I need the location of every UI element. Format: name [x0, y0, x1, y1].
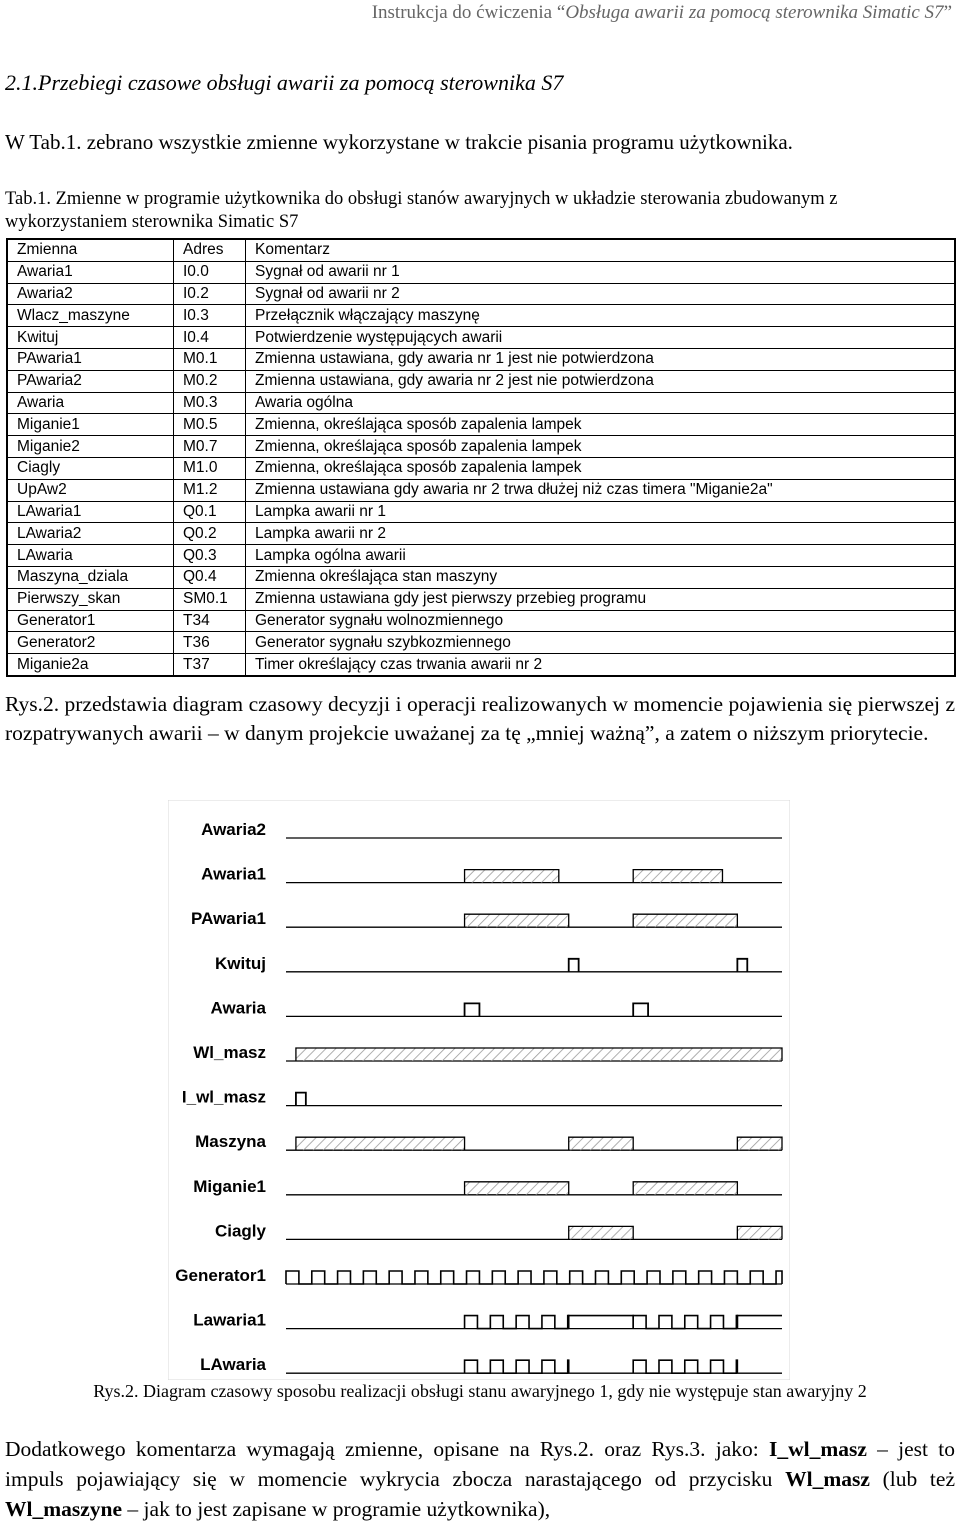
signal-high-segment: [465, 870, 559, 883]
var-wl-maszyne: Wl_maszyne: [5, 1497, 123, 1521]
address-cell: Q0.2: [174, 523, 246, 545]
variable-cell: Miganie1: [7, 414, 174, 436]
variable-cell: LAwaria1: [7, 501, 174, 523]
signal-label: Awaria1: [201, 864, 266, 884]
signal-high-segment: [465, 914, 569, 927]
address-cell: I0.2: [174, 283, 246, 305]
address-cell: I0.0: [174, 261, 246, 283]
header-cell: Komentarz: [246, 239, 956, 261]
var-i-wl-masz: I_wl_masz: [769, 1437, 867, 1461]
variable-cell: Ciagly: [7, 457, 174, 479]
variable-cell: LAwaria2: [7, 523, 174, 545]
address-cell: M0.7: [174, 436, 246, 458]
variable-cell: Wlacz_maszyne: [7, 305, 174, 327]
address-cell: M0.1: [174, 348, 246, 370]
comment-cell: Sygnał od awarii nr 2: [246, 283, 956, 305]
table-row: [7, 566, 955, 588]
comment-cell: Zmienna określająca stan maszyny: [246, 566, 956, 588]
header-suffix: ”: [943, 2, 952, 23]
signal-label: Kwituj: [215, 953, 266, 973]
signal-high-segment: [633, 870, 722, 883]
address-cell: T34: [174, 610, 246, 632]
header-cell: Zmienna: [7, 239, 174, 261]
table-row: [7, 479, 955, 501]
signal-label: Awaria2: [201, 820, 266, 839]
comment-cell: Lampka awarii nr 1: [246, 501, 956, 523]
variable-cell: PAwaria2: [7, 370, 174, 392]
address-cell: M1.2: [174, 479, 246, 501]
table-body: [7, 261, 955, 676]
comment-cell: Zmienna, określająca sposób zapalenia lampek: [246, 414, 956, 436]
variable-cell: UpAw2: [7, 479, 174, 501]
address-cell: SM0.1: [174, 588, 246, 610]
comment-cell: Generator sygnału wolnozmiennego: [246, 610, 956, 632]
page-header: [372, 2, 952, 24]
comment-cell: Generator sygnału szybkozmiennego: [246, 632, 956, 654]
comment-cell: Lampka awarii nr 2: [246, 523, 956, 545]
table-row: [7, 414, 955, 436]
table-row: [7, 501, 955, 523]
table-caption: Tab.1. Zmienne w programie użytkownika do obsługi stanów awaryjnych w układzie sterowania zbudowanym z wykorzystaniem sterownika Simatic S7: [5, 189, 838, 232]
timing-diagram-svg: [168, 800, 790, 1380]
comment-cell: Potwierdzenie występujących awarii: [246, 327, 956, 349]
signal-label: Wl_masz: [193, 1043, 266, 1062]
table-row: [7, 588, 955, 610]
table-row: [7, 523, 955, 545]
signal-high-segment: [465, 1182, 569, 1195]
variable-cell: Generator2: [7, 632, 174, 654]
comment-cell: Zmienna ustawiana gdy awaria nr 2 trwa dłużej niż czas timera "Miganie2a": [246, 479, 956, 501]
table-row: [7, 436, 955, 458]
header-prefix: Instrukcja do ćwiczenia “: [371, 2, 566, 23]
intro-paragraph: W Tab.1. zebrano wszystkie zmienne wykorzystane w trakcie pisania programu użytkownika.: [5, 130, 793, 154]
table-row: [7, 457, 955, 479]
table-header-row: [7, 239, 955, 261]
comment-cell: Timer określający czas trwania awarii nr 2: [246, 654, 956, 676]
table-row: [7, 305, 955, 327]
table-row: [7, 392, 955, 414]
table-row: [7, 545, 955, 567]
signal-label: Miganie1: [193, 1176, 266, 1196]
signal-high-segment: [296, 1137, 465, 1150]
variable-cell: PAwaria1: [7, 348, 174, 370]
address-cell: T37: [174, 654, 246, 676]
address-cell: M0.3: [174, 392, 246, 414]
closing-text-1: Dodatkowego komentarza wymagają zmienne, opisane na Rys.2. oraz Rys.3. jako:: [5, 1437, 769, 1461]
variable-cell: Miganie2a: [7, 654, 174, 676]
comment-cell: Zmienna, określająca sposób zapalenia lampek: [246, 436, 956, 458]
signal-label: LAwaria: [200, 1355, 266, 1375]
figure-caption: Rys.2. Diagram czasowy sposobu realizacji obsługi stanu awaryjnego 1, gdy nie występuje stan awaryjny 2: [93, 1381, 867, 1401]
var-wl-masz: Wl_masz: [785, 1467, 870, 1491]
address-cell: I0.4: [174, 327, 246, 349]
signal-label: Generator1: [175, 1266, 266, 1285]
comment-cell: Zmienna ustawiana, gdy awaria nr 1 jest nie potwierdzona: [246, 348, 956, 370]
variable-cell: Maszyna_dziala: [7, 566, 174, 588]
signal-high-segment: [737, 1137, 782, 1150]
variable-cell: Awaria1: [7, 261, 174, 283]
address-cell: Q0.1: [174, 501, 246, 523]
address-cell: I0.3: [174, 305, 246, 327]
closing-text-2: – jest to impuls pojawiający się w momencie wykrycia zbocza narastającego od przycisku: [5, 1437, 955, 1491]
table-row: [7, 654, 955, 676]
address-cell: M1.0: [174, 457, 246, 479]
signal-label: Maszyna: [195, 1132, 266, 1152]
signal-high-segment: [569, 1137, 633, 1150]
table-row: [7, 283, 955, 305]
paragraph-rys2: Rys.2. przedstawia diagram czasowy decyzji i operacji realizowanych w momencie pojawienia się pierwszej z rozpatrywanych awarii – w danym projekcie uważanej za tę „mniej ważną”, a zatem o niższym priorytecie.: [5, 692, 955, 745]
signal-high-segment: [633, 914, 737, 927]
signal-high-segment: [296, 1048, 782, 1061]
header-title: Obsługa awarii za pomocą sterownika Simatic S7: [565, 2, 944, 23]
variable-cell: Awaria: [7, 392, 174, 414]
signal-label: PAwaria1: [191, 909, 266, 929]
signal-label: Lawaria1: [193, 1310, 266, 1330]
address-cell: T36: [174, 632, 246, 654]
comment-cell: Zmienna ustawiana gdy jest pierwszy przebieg programu: [246, 588, 956, 610]
signal-label: I_wl_masz: [181, 1087, 266, 1107]
table-row: [7, 348, 955, 370]
comment-cell: Przełącznik włączający maszynę: [246, 305, 956, 327]
variable-cell: Awaria2: [7, 283, 174, 305]
variable-cell: Pierwszy_skan: [7, 588, 174, 610]
table-row: [7, 327, 955, 349]
signal-label: Awaria: [210, 998, 266, 1018]
signal-label: Ciagly: [214, 1221, 266, 1241]
address-cell: M0.5: [174, 414, 246, 436]
signal-high-segment: [633, 1182, 737, 1195]
signal-high-segment: [737, 1226, 782, 1239]
timing-diagram: [168, 800, 790, 1385]
comment-cell: Awaria ogólna: [246, 392, 956, 414]
table-row: [7, 610, 955, 632]
variables-table: [6, 238, 956, 677]
closing-text-3: (lub też: [869, 1467, 955, 1491]
variable-cell: Miganie2: [7, 436, 174, 458]
comment-cell: Sygnał od awarii nr 1: [246, 261, 956, 283]
table-row: [7, 261, 955, 283]
comment-cell: Zmienna ustawiana, gdy awaria nr 2 jest nie potwierdzona: [246, 370, 956, 392]
closing-paragraph: [5, 1434, 955, 1524]
comment-cell: Zmienna, określająca sposób zapalenia lampek: [246, 457, 956, 479]
closing-text-4: – jak to jest zapisane w programie użytkownika),: [122, 1497, 551, 1521]
comment-cell: Lampka ogólna awarii: [246, 545, 956, 567]
variable-cell: Kwituj: [7, 327, 174, 349]
section-title: 2.1.Przebiegi czasowe obsługi awarii za pomocą sterownika S7: [5, 70, 564, 95]
address-cell: Q0.3: [174, 545, 246, 567]
variable-cell: Generator1: [7, 610, 174, 632]
address-cell: M0.2: [174, 370, 246, 392]
table-row: [7, 632, 955, 654]
header-cell: Adres: [174, 239, 246, 261]
variable-cell: LAwaria: [7, 545, 174, 567]
table-row: [7, 370, 955, 392]
address-cell: Q0.4: [174, 566, 246, 588]
signal-high-segment: [569, 1226, 633, 1239]
